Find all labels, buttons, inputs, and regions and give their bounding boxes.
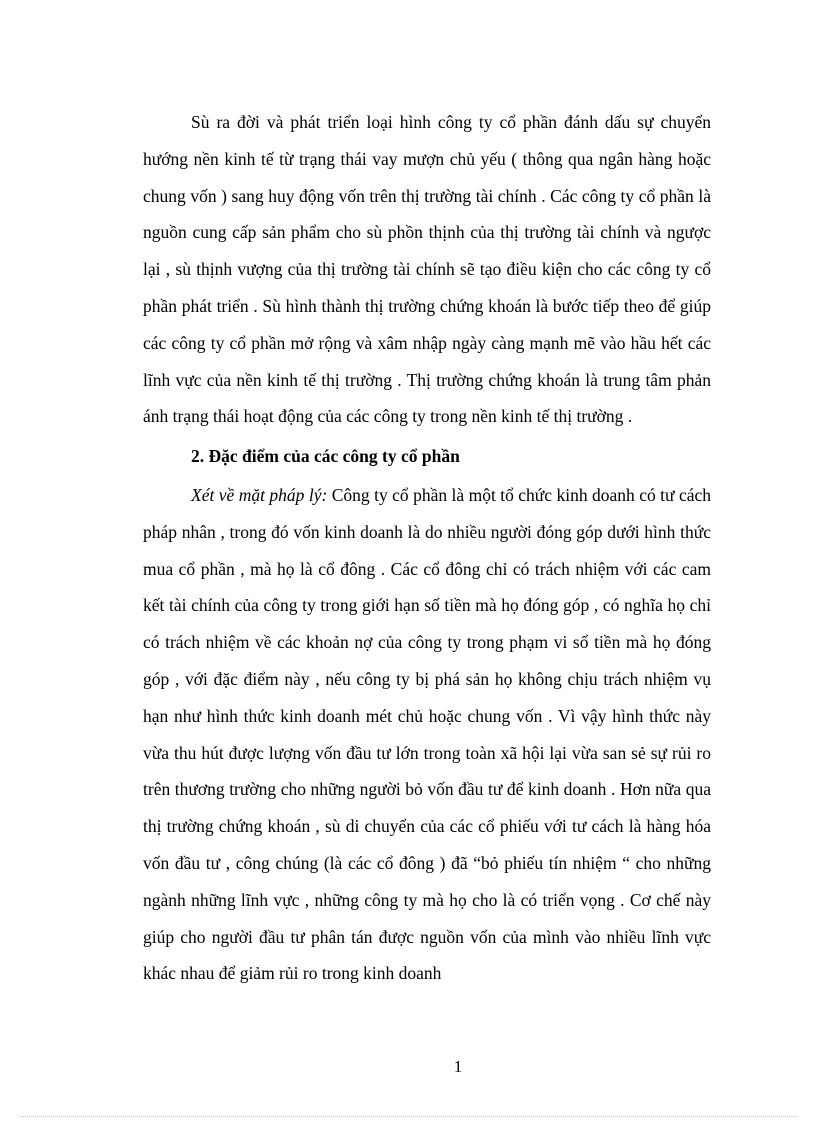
paragraph-legal — [143, 477, 711, 992]
paragraph-legal-body: Công ty cổ phần là một tổ chức kinh doanh có tư cách pháp nhân , trong đó vốn kinh doanh là do nhiều người đóng góp dưới hình thức mua cổ phần , mà họ là cổ đông . Các cổ đông chỉ có trách nhiệm với các cam kết tài chính của công ty trong giới hạn số tiền mà họ đóng góp , có nghĩa họ chỉ có trách nhiệm về các khoản nợ của công ty trong phạm vi số tiền mà họ đóng góp , với đặc điểm này , nếu công ty bị phá sản họ không chịu trách nhiệm vụ hạn như hình thức kinh doanh mét chủ hoặc chung vốn . Vì vậy hình thức này vừa thu hút được lượng vốn đầu tư lớn trong toàn xã hội lại vừa san sẻ sự rủi ro trên thương trường cho những người bỏ vốn đầu tư để kinh doanh . Hơn nữa qua thị trường chứng khoán , sù di chuyển của các cổ phiếu với tư cách là hàng hóa vốn đầu tư , công chúng (là các cổ đông ) đã “bỏ phiếu tín nhiệm “ cho những ngành những lĩnh vực , những công ty mà họ cho là có triển vọng . Cơ chế này giúp cho người đầu tư phân tán được nguồn vốn của mình vào nhiều lĩnh vực khác nhau để giảm rủi ro trong kinh doanh — [143, 484, 712, 984]
page-number: 1 — [453, 1057, 463, 1076]
section-heading: 2. Đặc điểm của các công ty cổ phần — [191, 446, 460, 467]
page-bottom-divider — [20, 1116, 796, 1117]
paragraph-legal-lead: Xét về mặt pháp lý: — [191, 484, 328, 505]
paragraph-intro: Sù ra đời và phát triển loại hình công ty cổ phần đánh dấu sự chuyển hướng nền kinh tế từ trạng thái vay mượn chủ yếu ( thông qua ngân hàng hoặc chung vốn ) sang huy động vốn trên thị trường tài chính . Các công ty cổ phần là nguồn cung cấp sản phẩm cho sù phồn thịnh của thị trường tài chính và ngược lại , sù thịnh vượng của thị trường tài chính sẽ tạo điều kiện cho các công ty cổ phần phát triển . Sù hình thành thị trường chứng khoán là bước tiếp theo để giúp các công ty cổ phần mở rộng và xâm nhập ngày càng mạnh mẽ vào hầu hết các lĩnh vực của nền kinh tế thị trường . Thị trường chứng khoán là trung tâm phản ánh trạng thái hoạt động của các công ty trong nền kinh tế thị trường . — [143, 112, 711, 427]
document-body — [143, 104, 711, 992]
